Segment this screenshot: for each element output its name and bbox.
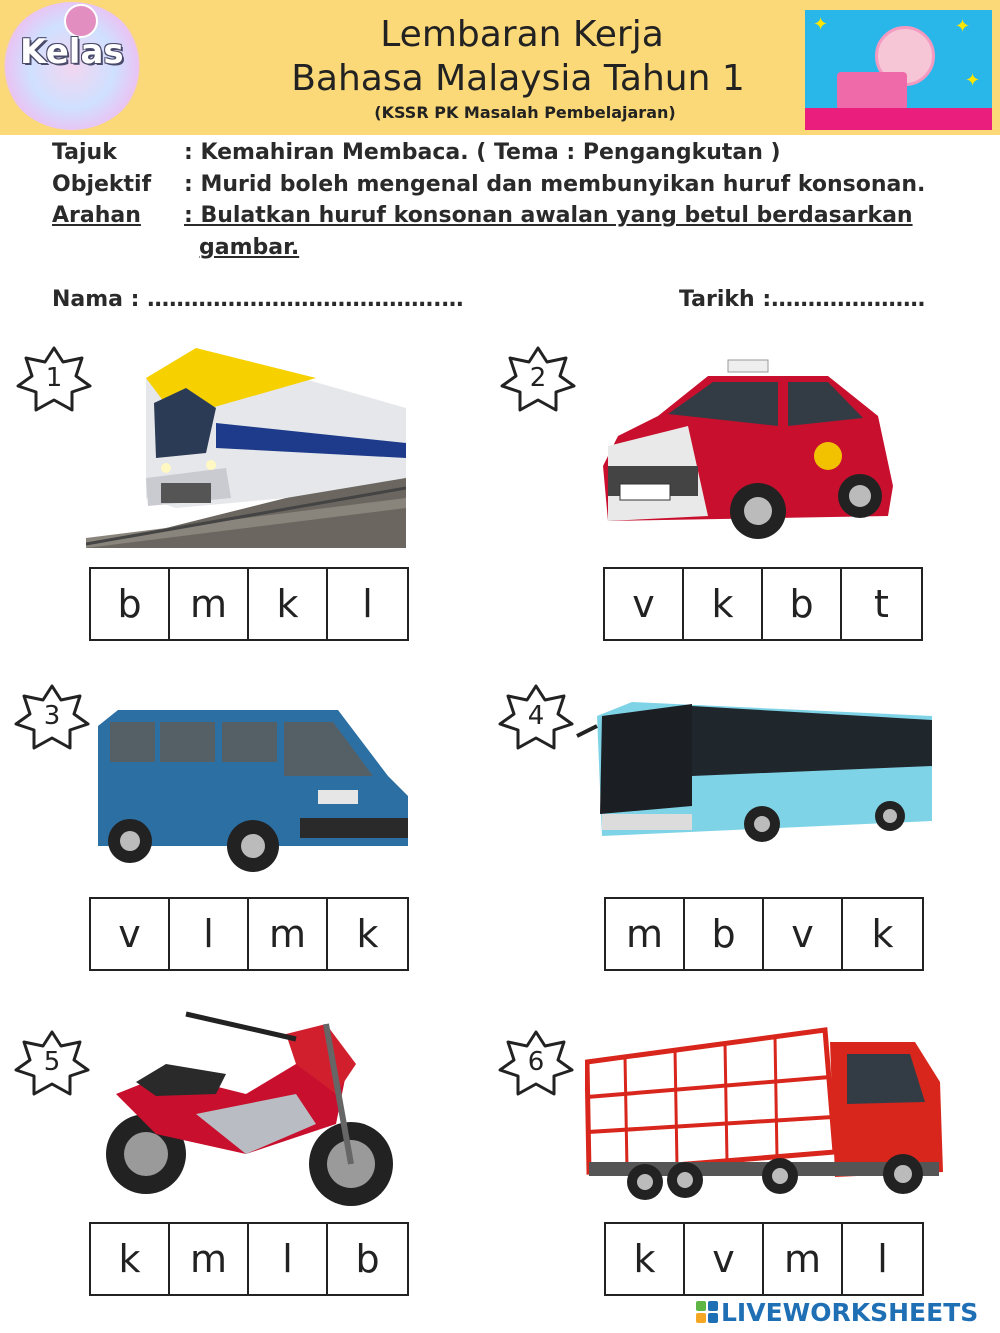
name-field[interactable]: Nama : ………………………………….… [52, 287, 464, 312]
van-icon [88, 706, 418, 881]
letter-choice[interactable]: l [843, 1224, 922, 1294]
question-number: 5 [43, 1047, 61, 1077]
letter-choice[interactable]: b [685, 899, 764, 969]
letter-choice[interactable]: k [843, 899, 922, 969]
question-number-badge [500, 346, 576, 412]
letter-choice[interactable]: k [91, 1224, 170, 1294]
letter-choice[interactable]: v [685, 1224, 764, 1294]
arahan-continuation: gambar. [199, 235, 300, 260]
letter-choice[interactable]: v [91, 899, 170, 969]
question-number-badge [14, 684, 90, 750]
choice-row [603, 567, 923, 641]
laptop-icon [837, 72, 907, 110]
question-number-badge [498, 684, 574, 750]
question-number: 3 [43, 701, 61, 731]
liveworksheets-logo [696, 1297, 978, 1327]
question-number: 6 [527, 1047, 545, 1077]
letter-choice[interactable]: v [764, 899, 843, 969]
choice-row [604, 897, 924, 971]
worksheet-header [0, 0, 1000, 135]
objektif-value: : Murid boleh mengenal dan membunyikan huruf konsonan. [184, 172, 926, 197]
girl-laptop-illustration [805, 10, 992, 130]
sparkle-icon: ✦ [813, 14, 829, 35]
train-icon [86, 348, 406, 548]
letter-choice[interactable]: m [764, 1224, 843, 1294]
question-number: 1 [45, 363, 63, 393]
letter-choice[interactable]: l [170, 899, 249, 969]
letter-choice[interactable]: k [249, 569, 328, 639]
arahan-value: : Bulatkan huruf konsonan awalan yang betul berdasarkan [184, 203, 913, 228]
logo-text: Kelas [20, 32, 124, 72]
letter-choice[interactable]: k [606, 1224, 685, 1294]
letter-choice[interactable]: v [605, 569, 684, 639]
title-line-3: (KSSR PK Masalah Pembelajaran) [374, 103, 676, 122]
question-number-badge [498, 1030, 574, 1096]
letter-choice[interactable]: k [328, 899, 407, 969]
bus-icon [572, 696, 942, 856]
tajuk-label: Tajuk [52, 140, 117, 165]
question-number-badge [14, 1030, 90, 1096]
brand-text: LIVEWORKSHEETS [721, 1297, 979, 1327]
letter-choice[interactable]: k [684, 569, 763, 639]
choice-row [89, 567, 409, 641]
sparkle-icon: ✦ [965, 70, 981, 91]
letter-choice[interactable]: m [170, 1224, 249, 1294]
letter-choice[interactable]: b [328, 1224, 407, 1294]
question-number: 2 [529, 363, 547, 393]
title-line-1: Lembaran Kerja [380, 14, 664, 55]
date-field[interactable]: Tarikh :………………… [679, 287, 926, 312]
letter-choice[interactable]: l [249, 1224, 328, 1294]
motorcycle-icon [96, 1004, 401, 1209]
kelas-logo [2, 2, 142, 130]
question-number-badge [16, 346, 92, 412]
letter-choice[interactable]: t [842, 569, 921, 639]
objektif-label: Objektif [52, 172, 152, 197]
tajuk-value: : Kemahiran Membaca. ( Tema : Pengangkutan ) [184, 140, 781, 165]
letter-choice[interactable]: m [606, 899, 685, 969]
question-number: 4 [527, 701, 545, 731]
choice-row [604, 1222, 924, 1296]
title-line-2: Bahasa Malaysia Tahun 1 [291, 58, 745, 99]
letter-choice[interactable]: b [763, 569, 842, 639]
letter-choice[interactable]: m [249, 899, 328, 969]
liveworksheets-mark-icon [696, 1301, 718, 1323]
taxi-icon [598, 356, 898, 551]
sparkle-icon: ✦ [955, 16, 971, 37]
letter-choice[interactable]: b [91, 569, 170, 639]
choice-row [89, 897, 409, 971]
arahan-label: Arahan [52, 203, 141, 228]
letter-choice[interactable]: l [328, 569, 407, 639]
letter-choice[interactable]: m [170, 569, 249, 639]
choice-row [89, 1222, 409, 1296]
lorry-icon [585, 1022, 947, 1207]
